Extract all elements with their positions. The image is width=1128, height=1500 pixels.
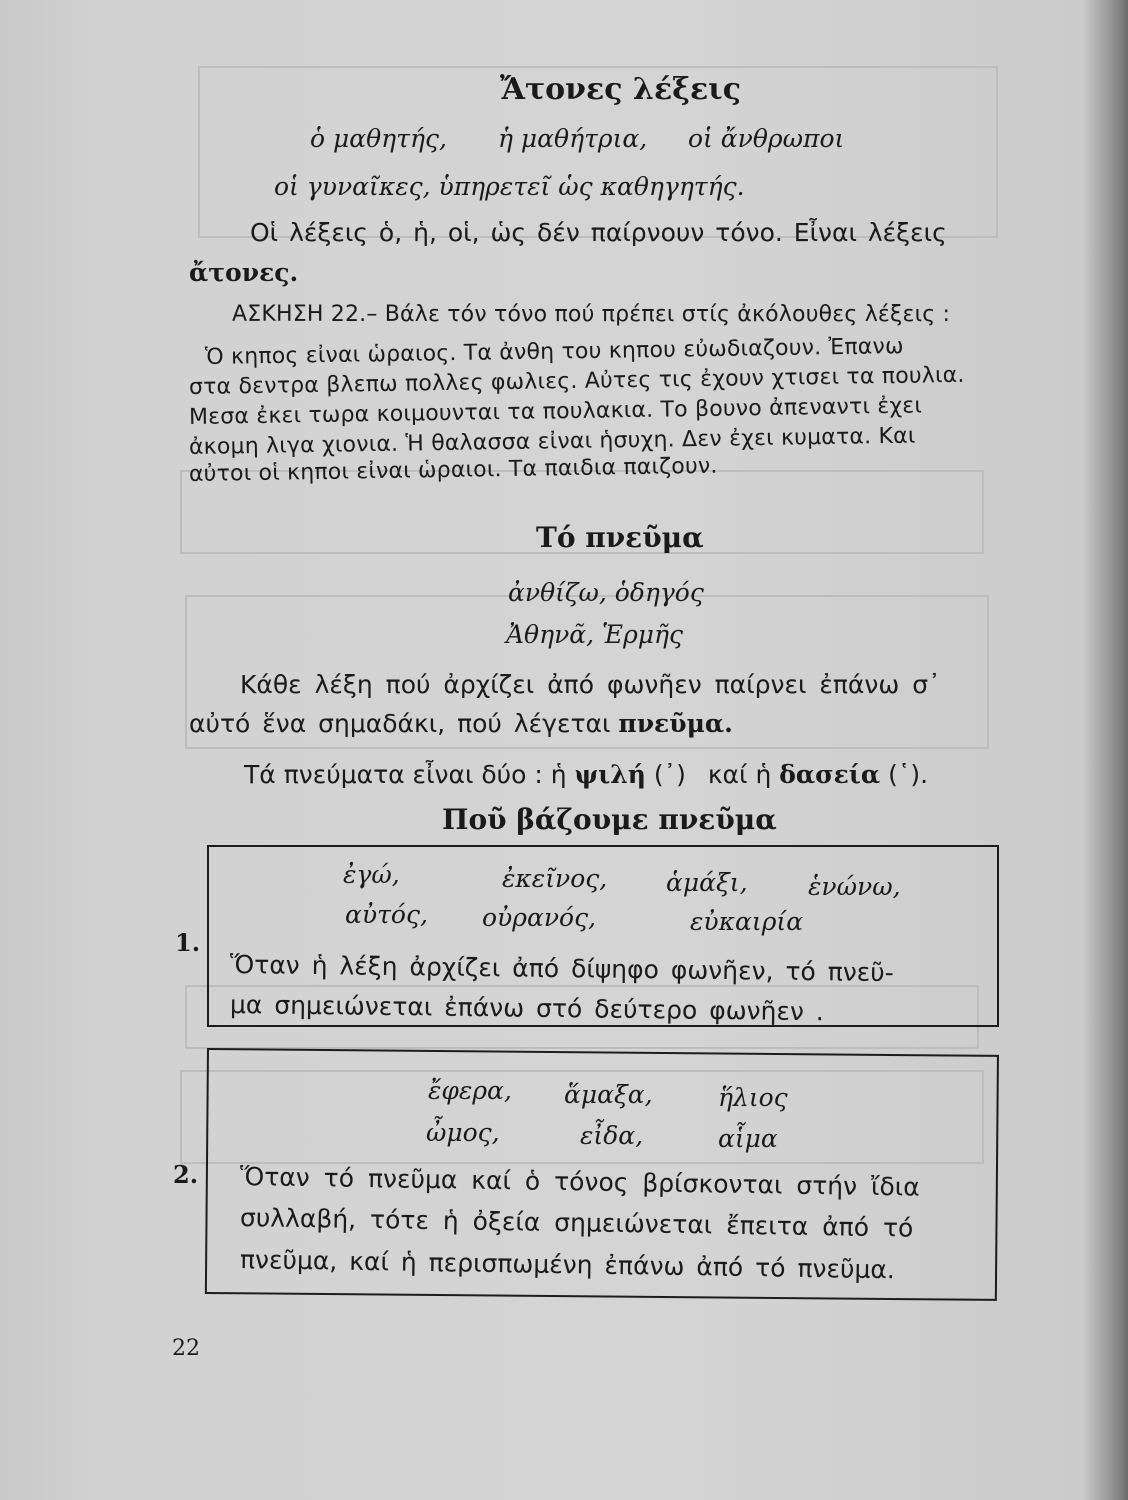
example-word: ἁμάξι, bbox=[666, 868, 748, 897]
rule-text: Κάθε λέξη πού ἀρχίζει ἀπό φωνῆεν παίρνει ἐπάνω σ᾽ bbox=[240, 670, 941, 699]
rule-text: Ὅταν ἡ λέξη ἀρχίζει ἀπό δίψηφο φωνῆεν, τό πνεῦ- bbox=[229, 950, 894, 988]
breathing-types-line bbox=[244, 760, 928, 789]
exercise-line: Ὁ κηπος εἰναι ὡραιος. Τα ἀνθη του κηπου εὐωδιαζουν. Ἐπανω bbox=[204, 334, 904, 370]
exercise-heading: ΑΣΚΗΣΗ 22.– Βάλε τόν τόνο πού πρέπει στίς ἀκόλουθες λέξεις : bbox=[232, 302, 951, 327]
example-word: ἅμαξα, bbox=[564, 1080, 653, 1109]
page-number: 22 bbox=[172, 1336, 200, 1361]
daseia-term: δασεία bbox=[779, 760, 881, 789]
rule-text: μα σημειώνεται ἐπάνω στό δεύτερο φωνῆεν . bbox=[229, 990, 824, 1027]
daseia-mark: (῾). bbox=[888, 760, 929, 789]
rule-number: 1. bbox=[175, 928, 201, 957]
rule-number: 2. bbox=[173, 1160, 199, 1189]
example-word: αἷμα bbox=[718, 1124, 778, 1153]
rule-bold-term: πνεῦμα. bbox=[618, 709, 733, 738]
psili-mark: (᾿) bbox=[653, 760, 686, 789]
example-line bbox=[688, 124, 844, 153]
example-line: οἱ γυναῖκες, ὑπηρετεῖ ὡς καθηγητής. bbox=[274, 172, 745, 201]
psili-term: ψιλή bbox=[574, 760, 646, 789]
example-word: ἥλιος bbox=[718, 1083, 788, 1112]
example-word: ἐκεῖνος, bbox=[502, 864, 608, 893]
example-line bbox=[498, 124, 647, 153]
exercise-line: αὐτοι οἱ κηποι εἰναι ὡραιοι. Τα παιδια παιζουν. bbox=[188, 453, 718, 487]
rule-text: Ὅταν τό πνεῦμα καί ὁ τόνος βρίσκονται στήν ἴδια bbox=[239, 1162, 920, 1202]
example-line: ἀνθίζω, ὁδηγός bbox=[508, 578, 704, 607]
rule-text: Οἱ λέξεις ὁ, ἡ, οἱ, ὡς δέν παίρνουν τόνο. Εἶναι λέξεις bbox=[250, 218, 947, 247]
rule-bold-term: ἄτονες. bbox=[189, 258, 299, 287]
example-word: ὁ μαθητής, bbox=[310, 124, 447, 153]
example-line bbox=[310, 124, 447, 153]
example-word: εἶδα, bbox=[580, 1121, 644, 1150]
exercise-line: στα δεντρα βλεπω πολλες φωλιες. Αὐτες τις ἐχουν χτισει τα πουλια. bbox=[188, 362, 965, 400]
rule-text-line bbox=[189, 709, 733, 738]
example-word: οὐρανός, bbox=[482, 903, 597, 932]
example-word: ἡ μαθήτρια, bbox=[498, 124, 648, 153]
rule-text: συλλαβή, τότε ἡ ὀξεία σημειώνεται ἔπειτα ἀπό τό bbox=[239, 1203, 914, 1243]
section-title-atones: Ἄτονες λέξεις bbox=[500, 72, 741, 107]
rule-text: καί ἡ bbox=[707, 760, 772, 789]
example-word: εὐκαιρία bbox=[690, 907, 804, 936]
exercise-line: ἀκομη λιγα χιονια. Ἡ θαλασσα εἰναι ἡσυχη. Δεν ἐχει κυματα. Και bbox=[188, 423, 916, 460]
exercise-line: Μεσα ἐκει τωρα κοιμουνται τα πουλακια. Το βουνο ἀπεναντι ἐχει bbox=[188, 393, 923, 430]
rule-text: πνεῦμα, καί ἡ περισπωμένη ἐπάνω ἀπό τό πνεῦμα. bbox=[239, 1245, 896, 1285]
example-word: αὐτός, bbox=[345, 900, 428, 929]
section-title-where: Ποῦ βάζουμε πνεῦμα bbox=[442, 803, 777, 836]
section-title-pneuma: Τό πνεῦμα bbox=[536, 521, 704, 554]
rule-text: αὐτό ἕνα σημαδάκι, πού λέγεται bbox=[189, 709, 611, 738]
example-line: Ἀθηνᾶ, Ἑρμῆς bbox=[506, 620, 684, 649]
example-word: οἱ ἄνθρωποι bbox=[688, 124, 845, 153]
example-word: ἔφερα, bbox=[428, 1076, 512, 1105]
example-word: ὦμος, bbox=[426, 1118, 500, 1147]
example-word: ἐγώ, bbox=[343, 860, 400, 889]
rule-text: Τά πνεύματα εἶναι δύο : ἡ bbox=[244, 760, 567, 789]
example-word: ἑνώνω, bbox=[808, 872, 901, 901]
